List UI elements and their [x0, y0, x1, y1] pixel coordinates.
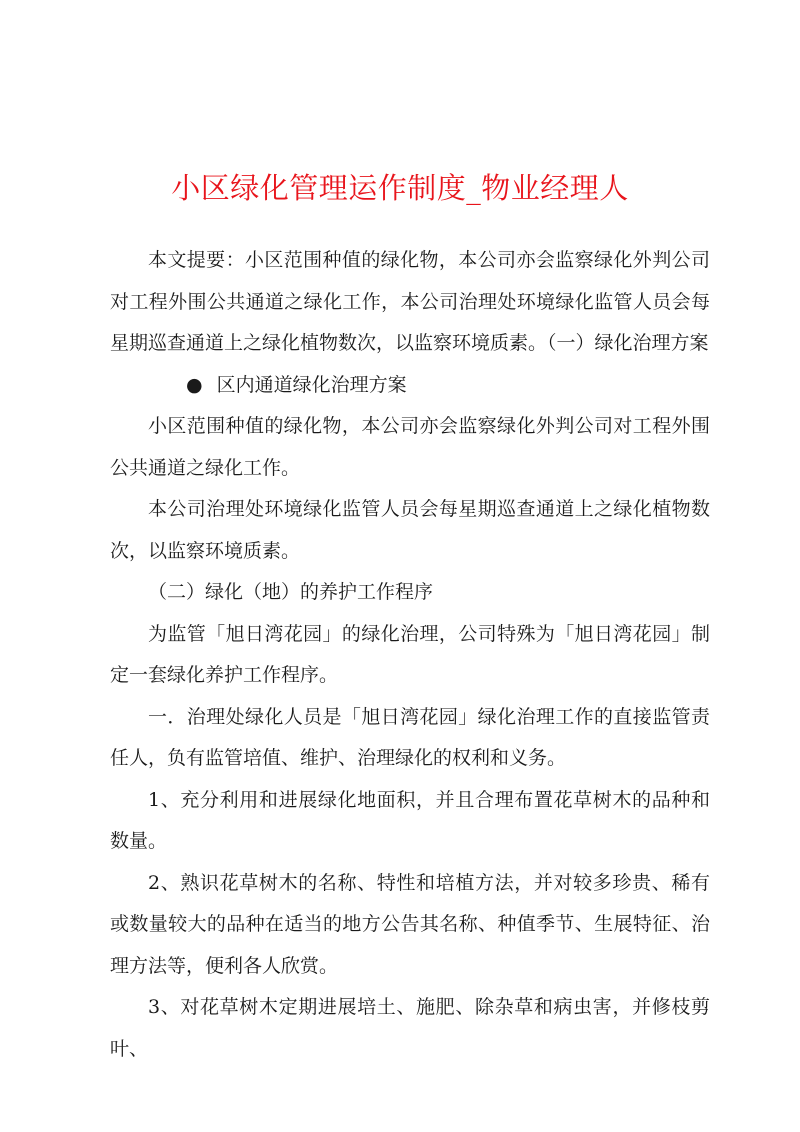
- document-title: 小区绿化管理运作制度_物业经理人: [171, 171, 629, 205]
- list-item-2: 2、熟识花草树木的名称、特性和培植方法，并对较多珍贵、稀有或数量较大的品种在适当的地方公告其名称、种值季节、生展特征、治理方法等，便利各人欣赏。: [110, 871, 710, 977]
- document-body: [110, 240, 710, 1070]
- bullet-item: [110, 365, 710, 407]
- paragraph-procedure-intro: 为监管「旭日湾花园」的绿化治理，公司特殊为「旭日湾花园」制定一套绿化养护工作程序。: [110, 622, 710, 686]
- list-item-3: 3、对花草树木定期进展培土、施肥、除杂草和病虫害，并修枝剪叶、: [110, 996, 710, 1060]
- paragraph-inspection: 本公司治理处环境绿化监管人员会每星期巡查通道上之绿化植物数次，以监察环境质素。: [110, 498, 710, 562]
- paragraph-scope: 小区范围种值的绿化物，本公司亦会监察绿化外判公司对工程外围公共通道之绿化工作。: [110, 415, 710, 479]
- paragraph-responsibility: 一．治理处绿化人员是「旭日湾花园」绿化治理工作的直接监管责任人，负有监管培值、维护、治理绿化的权利和义务。: [110, 705, 710, 769]
- list-item-1: 1、充分利用和进展绿化地面积，并且合理布置花草树木的品种和数量。: [110, 788, 710, 852]
- bullet-dot-icon: ●: [186, 373, 203, 396]
- paragraph-summary: 本文提要：小区范围种值的绿化物，本公司亦会监察绿化外判公司对工程外围公共通道之绿化工作，本公司治理处环境绿化监管人员会每星期巡查通道上之绿化植物数次，以监察环境质素。（一）绿化治理方案: [110, 249, 710, 354]
- section-heading-maintenance: （二）绿化（地）的养护工作程序: [148, 581, 434, 603]
- bullet-text: 区内通道绿化治理方案: [216, 373, 407, 396]
